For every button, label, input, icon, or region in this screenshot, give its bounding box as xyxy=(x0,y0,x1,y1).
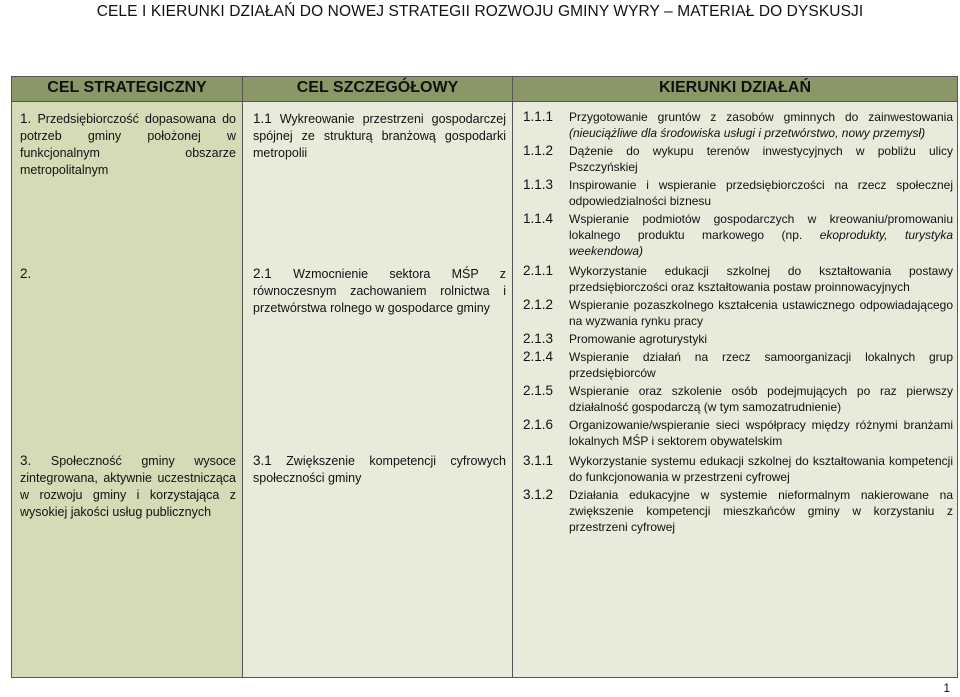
direction-text: Dążenie do wykupu terenów inwestycyjnych w pobliżu ulicy Pszczyńskiej xyxy=(569,144,953,174)
strategic-goals-column xyxy=(12,102,243,678)
specific-goal-number: 2.1 xyxy=(253,266,272,281)
specific-goal-3 xyxy=(253,452,506,487)
direction-text: Wykorzystanie systemu edukacji szkolnej do kształtowania kompetencji do funkcjonowania w przestrzeni cyfrowej xyxy=(569,454,953,484)
direction-number: 2.1.4 xyxy=(523,349,554,364)
direction-item xyxy=(523,383,953,415)
strategic-goal-2 xyxy=(20,265,236,283)
direction-number: 2.1.6 xyxy=(523,417,554,432)
specific-goal-text: Wykreowanie przestrzeni gospodarczej spójnej ze strukturą branżową gospodarki metropolii xyxy=(253,112,506,160)
direction-number: 2.1.1 xyxy=(523,263,554,278)
header-strategic-goal: CEL STRATEGICZNY xyxy=(12,77,243,102)
specific-goal-number: 1.1 xyxy=(253,111,272,126)
specific-goal-number: 3.1 xyxy=(253,453,272,468)
header-specific-goal: CEL SZCZEGÓŁOWY xyxy=(243,77,513,102)
direction-item xyxy=(523,143,953,175)
specific-goal-text: Wzmocnienie sektora MŚP z równoczesnym zachowaniem rolnictwa i przetwórstwa rolnego w gospodarce gminy xyxy=(253,267,506,315)
direction-number: 2.1.3 xyxy=(523,331,554,346)
direction-number: 1.1.1 xyxy=(523,109,554,124)
specific-goals-column xyxy=(243,102,513,678)
direction-text: Wspieranie pozaszkolnego kształcenia ustawicznego odpowiadającego na wyzwania rynku pracy xyxy=(569,298,953,328)
strategic-goal-number: 1. xyxy=(20,111,32,126)
specific-goal-text: Zwiększenie kompetencji cyfrowych społeczności gminy xyxy=(253,454,506,485)
direction-text: Działania edukacyjne w systemie nieformalnym nakierowane na zwiększenie kompetencji mieszkańców gminy w korzystaniu z przestrzeni cyfrowej xyxy=(569,488,953,534)
direction-number: 1.1.2 xyxy=(523,143,554,158)
direction-text: Wykorzystanie edukacji szkolnej do kształtowania postawy przedsiębiorczości oraz kształtowania postaw proinnowacyjnych xyxy=(569,264,953,294)
strategic-goal-number: 2. xyxy=(20,266,32,281)
direction-item xyxy=(523,297,953,329)
direction-number: 2.1.5 xyxy=(523,383,554,398)
direction-text: Inspirowanie i wspieranie przedsiębiorczości na rzecz społecznej odpowiedzialności biznesu xyxy=(569,178,953,208)
direction-item xyxy=(523,417,953,449)
direction-item xyxy=(523,453,953,485)
direction-number: 2.1.2 xyxy=(523,297,554,312)
table-header-row xyxy=(12,77,958,102)
strategic-goal-text: Przedsiębiorczość dopasowana do potrzeb gminy położonej w funkcjonalnym obszarze metropolitalnym xyxy=(20,112,236,177)
direction-item xyxy=(523,263,953,295)
direction-number: 1.1.4 xyxy=(523,211,554,226)
page-number: 1 xyxy=(943,681,950,695)
direction-text: Wspieranie podmiotów gospodarczych w kreowaniu/promowaniu lokalnego produktu markowego (np. xyxy=(569,212,953,242)
header-directions: KIERUNKI DZIAŁAŃ xyxy=(513,77,958,102)
strategic-goal-number: 3. xyxy=(20,453,32,468)
direction-text: Organizowanie/wspieranie sieci współpracy między różnymi branżami lokalnych MŚP i sektorem obywatelskim xyxy=(569,418,953,448)
strategic-goal-1 xyxy=(20,110,236,179)
direction-text: Wspieranie działań na rzecz samoorganizacji lokalnych grup przedsiębiorców xyxy=(569,350,953,380)
direction-number: 3.1.2 xyxy=(523,487,554,502)
direction-italic-text: (nieuciążliwe dla środowiska usługi i przetwórstwo, nowy przemysł) xyxy=(569,126,926,140)
specific-goal-2 xyxy=(253,265,506,317)
directions-column xyxy=(513,102,958,678)
specific-goal-1 xyxy=(253,110,506,162)
strategic-goal-3 xyxy=(20,452,236,521)
direction-text: Promowanie agroturystyki xyxy=(569,332,708,346)
direction-item xyxy=(523,177,953,209)
direction-number: 1.1.3 xyxy=(523,177,554,192)
direction-item xyxy=(523,487,953,535)
direction-item xyxy=(523,331,953,347)
direction-item xyxy=(523,109,953,141)
direction-number: 3.1.1 xyxy=(523,453,554,468)
direction-text: Przygotowanie gruntów z zasobów gminnych do zainwestowania xyxy=(569,110,953,124)
direction-text: Wspieranie oraz szkolenie osób podejmujących po raz pierwszy działalność gospodarczą (w tym samozatrudnienie) xyxy=(569,384,953,414)
strategic-goal-text: Społeczność gminy wysoce zintegrowana, aktywnie uczestnicząca w rozwoju gminy i korzystająca z wysokiej jakości usług publicznych xyxy=(20,454,236,519)
table-body-row xyxy=(12,102,958,678)
direction-item xyxy=(523,349,953,381)
direction-item xyxy=(523,211,953,259)
goals-table xyxy=(11,76,958,678)
page-title: CELE I KIERUNKI DZIAŁAŃ DO NOWEJ STRATEGII ROZWOJU GMINY WYRY – MATERIAŁ DO DYSKUSJI xyxy=(96,3,864,20)
direction-italic-text: ekoprodukty, turystyka weekendowa) xyxy=(569,228,953,258)
